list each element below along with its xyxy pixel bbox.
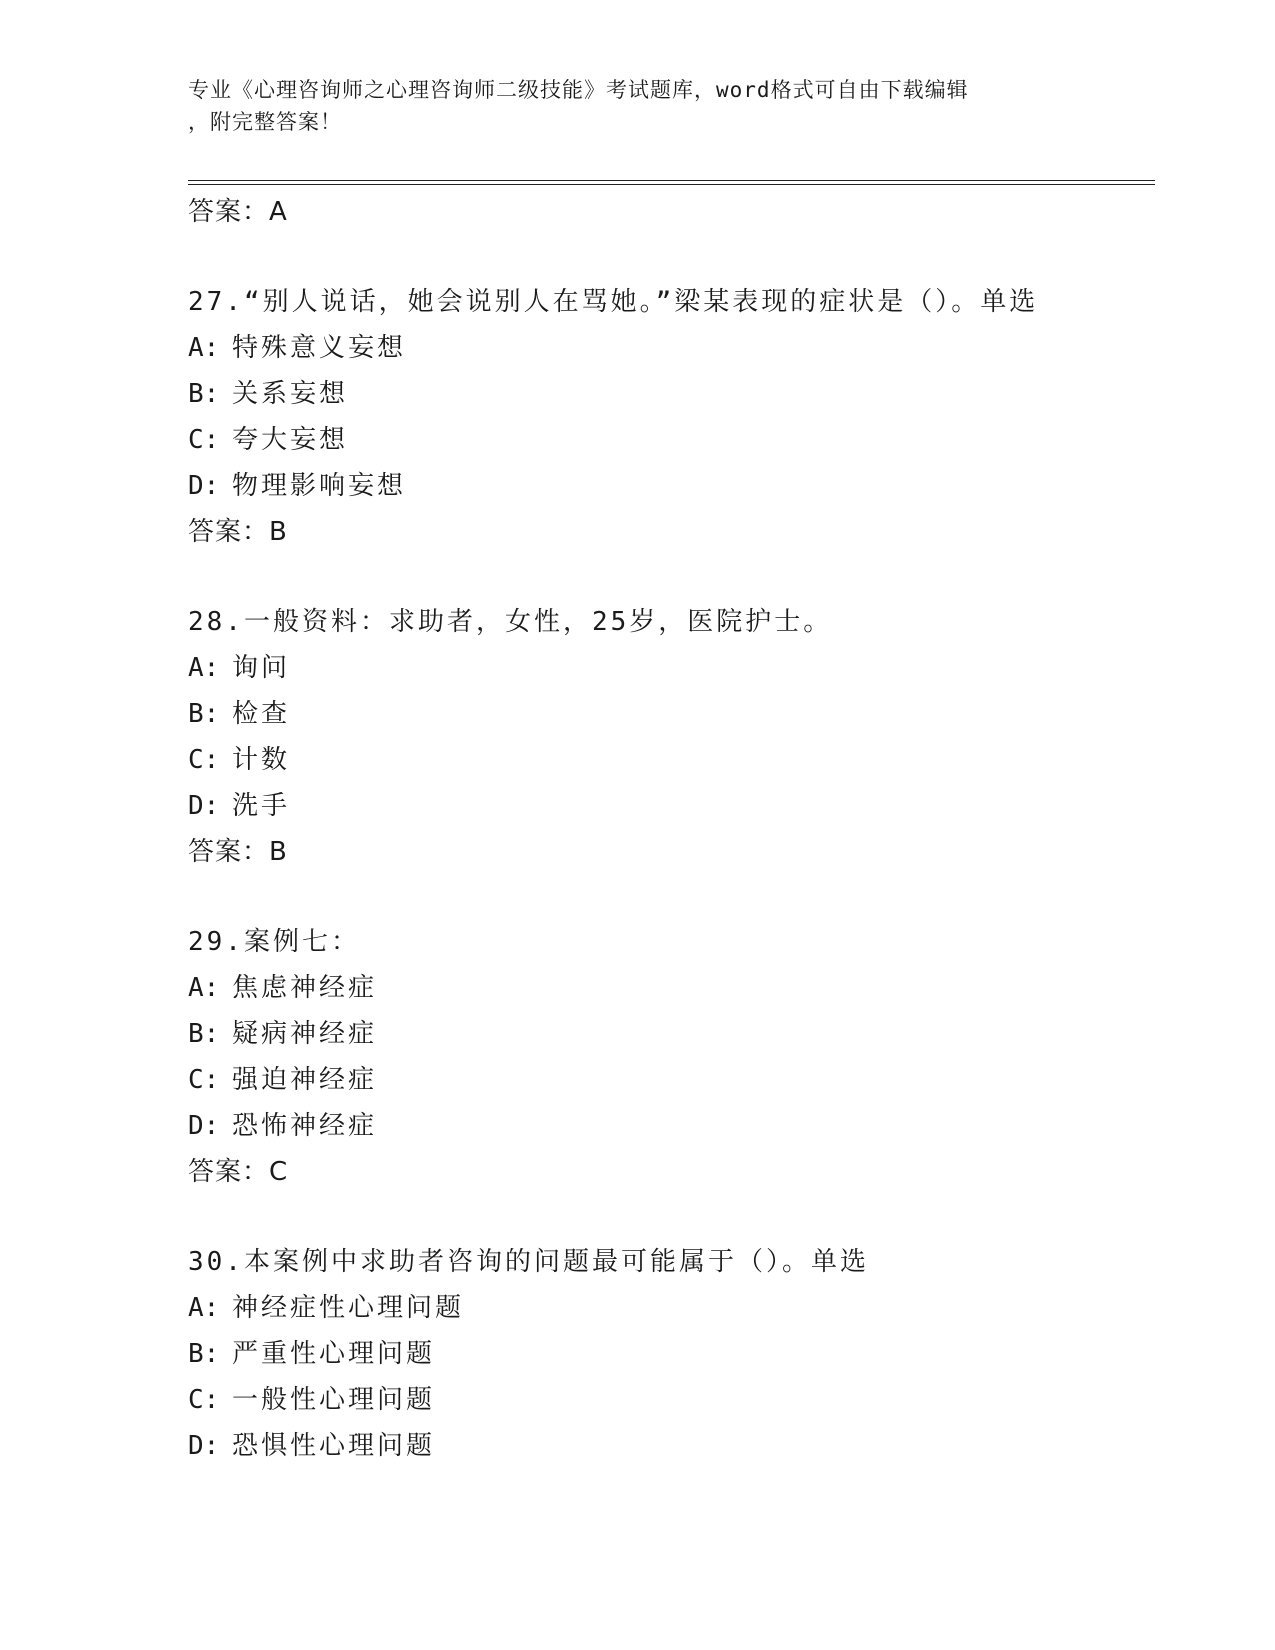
option-letter: C:: [188, 1065, 220, 1095]
option-text: 洗手: [232, 791, 291, 821]
option-text: 询问: [232, 653, 291, 683]
document-header: [188, 74, 1068, 138]
question-block-30: [188, 1239, 1148, 1469]
option-text: 神经症性心理问题: [232, 1293, 465, 1323]
option-letter: C:: [188, 745, 220, 775]
option-text: 疑病神经症: [232, 1019, 378, 1049]
option-b: [188, 1011, 1148, 1057]
option-a: [188, 325, 1148, 371]
question-text: 28.一般资料：求助者，女性，25岁，医院护士。: [188, 607, 833, 637]
option-text: 恐惧性心理问题: [232, 1431, 436, 1461]
option-d: [188, 463, 1148, 509]
option-d: [188, 783, 1148, 829]
header-line-2: ，附完整答案！: [188, 110, 342, 134]
option-text: 物理影响妄想: [232, 471, 407, 501]
option-letter: B:: [188, 1019, 220, 1049]
option-text: 特殊意义妄想: [232, 333, 407, 363]
option-a: [188, 1285, 1148, 1331]
option-a: [188, 965, 1148, 1011]
option-c: [188, 737, 1148, 783]
option-text: 计数: [232, 745, 291, 775]
option-text: 检查: [232, 699, 291, 729]
option-letter: A:: [188, 333, 220, 363]
question-text: 30.本案例中求助者咨询的问题最可能属于（）。单选: [188, 1247, 869, 1277]
header-line-1: 专业《心理咨询师之心理咨询师二级技能》考试题库，word格式可自由下载编辑: [188, 78, 969, 102]
answer-line: 答案：B: [188, 837, 288, 867]
option-b: [188, 691, 1148, 737]
option-letter: B:: [188, 1339, 220, 1369]
question-text: 27.“别人说话，她会说别人在骂她。”梁某表现的症状是（）。单选: [188, 287, 1039, 317]
option-letter: D:: [188, 471, 220, 501]
option-a: [188, 645, 1148, 691]
option-d: [188, 1103, 1148, 1149]
option-c: [188, 417, 1148, 463]
option-c: [188, 1377, 1148, 1423]
option-letter: D:: [188, 791, 220, 821]
option-text: 关系妄想: [232, 379, 349, 409]
option-b: [188, 371, 1148, 417]
question-list: [188, 189, 1148, 1469]
option-letter: D:: [188, 1111, 220, 1141]
question-block-27: [188, 279, 1148, 555]
option-letter: C:: [188, 425, 220, 455]
option-text: 焦虑神经症: [232, 973, 378, 1003]
question-block-29: [188, 919, 1148, 1195]
option-c: [188, 1057, 1148, 1103]
option-letter: B:: [188, 379, 220, 409]
option-text: 强迫神经症: [232, 1065, 378, 1095]
option-d: [188, 1423, 1148, 1469]
option-text: 恐怖神经症: [232, 1111, 378, 1141]
question-text: 29.案例七：: [188, 927, 360, 957]
option-letter: C:: [188, 1385, 220, 1415]
option-letter: B:: [188, 699, 220, 729]
option-b: [188, 1331, 1148, 1377]
header-divider-bottom: [188, 184, 1155, 185]
answer-line: 答案：B: [188, 517, 288, 547]
option-letter: A:: [188, 1293, 220, 1323]
option-letter: A:: [188, 973, 220, 1003]
option-text: 严重性心理问题: [232, 1339, 436, 1369]
option-text: 一般性心理问题: [232, 1385, 436, 1415]
answer-line: 答案：C: [188, 1157, 289, 1187]
option-letter: D:: [188, 1431, 220, 1461]
option-text: 夸大妄想: [232, 425, 349, 455]
header-divider-top: [188, 180, 1155, 181]
answer-line: 答案：A: [188, 197, 288, 227]
question-block-28: [188, 599, 1148, 875]
option-letter: A:: [188, 653, 220, 683]
